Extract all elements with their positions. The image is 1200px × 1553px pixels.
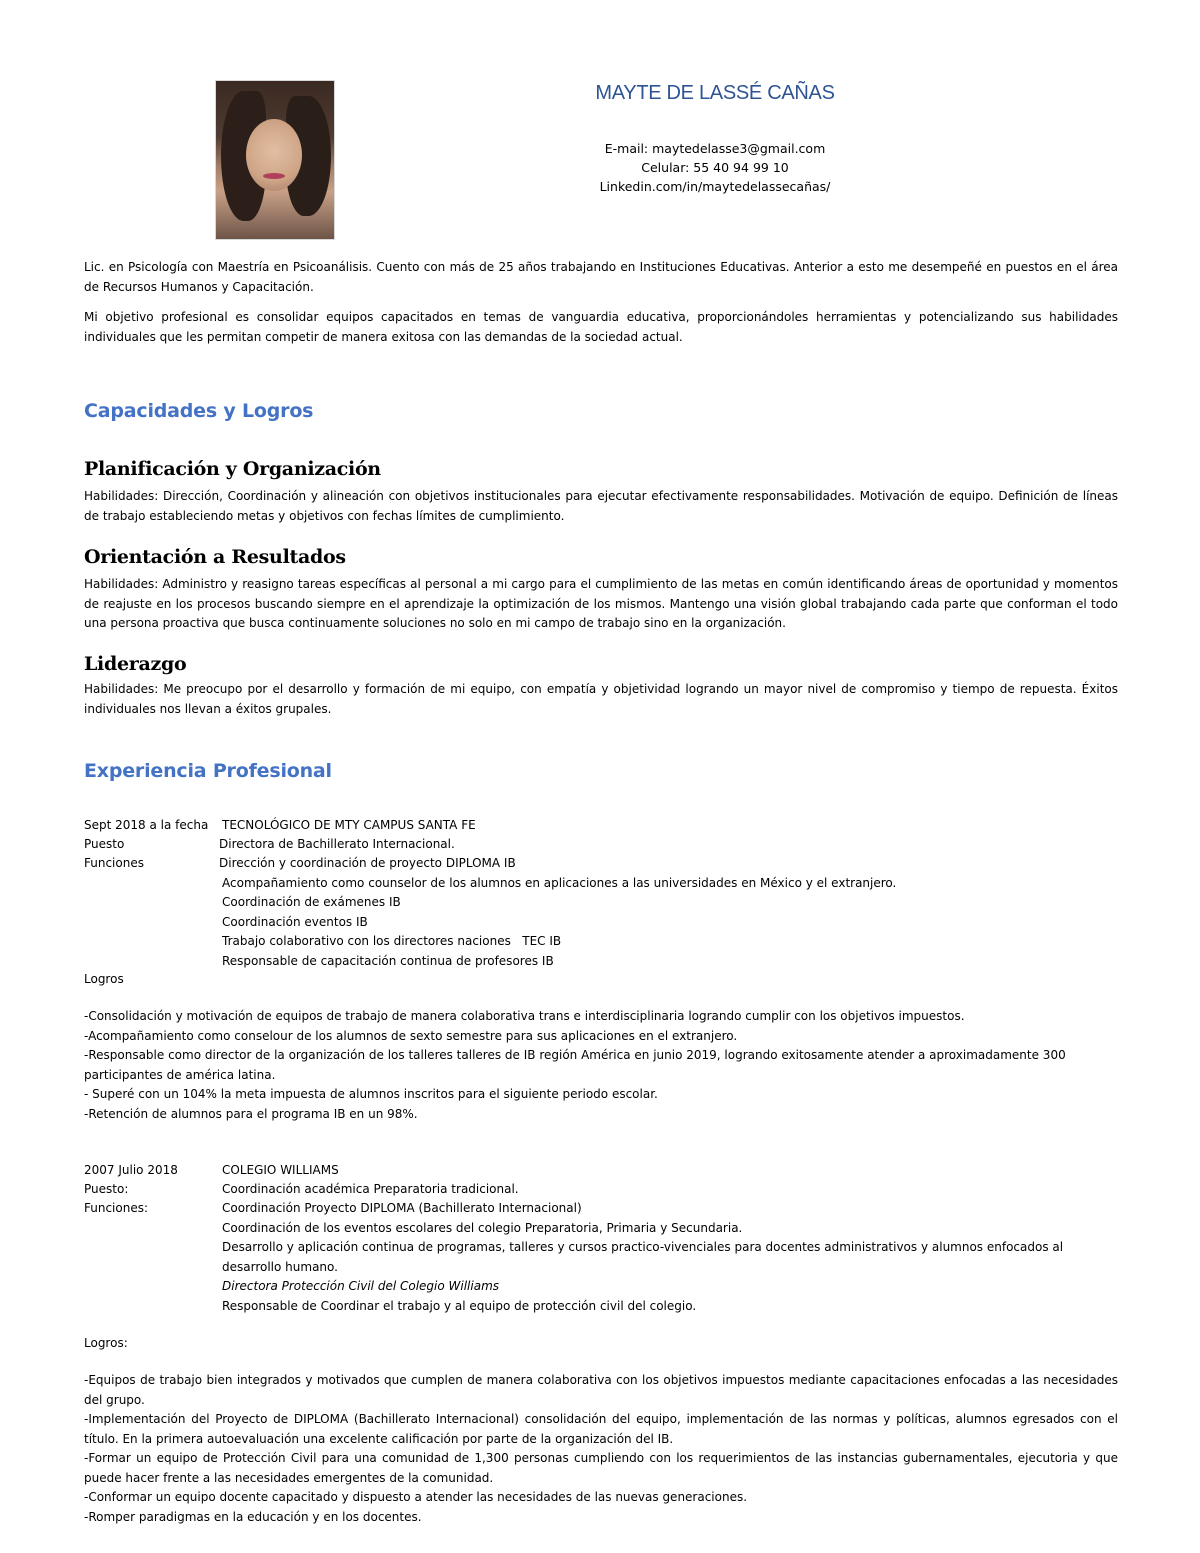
linkedin-text: Linkedin.com/in/maytedelassecañas/ [599, 179, 831, 194]
funcion-item: Acompañamiento como counselor de los alumnos en aplicaciones a las universidades en México y el extranjero. [222, 875, 897, 890]
funcion-item: Coordinación eventos IB [222, 914, 368, 929]
logro-item: -Responsable como director de la organización de los talleres talleres de IB región América en junio 2019, logrando exitosamente atender a aproximadamente 300 participantes de américa latina. [84, 1048, 1066, 1082]
logro-item: -Acompañamiento como conselour de los alumnos de sexto semestre para sus aplicaciones en el extranjero. [84, 1028, 738, 1043]
skill-heading: Liderazgo [84, 653, 187, 675]
funcion-item: Dirección y coordinación de proyecto DIPLOMA IB [219, 856, 516, 870]
skill-heading: Orientación a Resultados [84, 546, 346, 568]
job-date: Sept 2018 a la fecha [84, 818, 209, 832]
logro-item: -Conformar un equipo docente capacitado y dispuesto a atender las necesidades de las nuevas generaciones. [84, 1490, 748, 1504]
skill-description [84, 575, 1118, 634]
skill-label: Habilidades: [84, 489, 159, 503]
puesto-value: Coordinación académica Preparatoria tradicional. [222, 1182, 519, 1196]
skill-heading: Planificación y Organización [84, 458, 381, 480]
section-title-experiencia: Experiencia Profesional [84, 760, 332, 782]
funcion-item: Coordinación de exámenes IB [222, 895, 401, 909]
funcion-item: Desarrollo y aplicación continua de programas, talleres y cursos practico-vivenciales para docentes administrativos y alumnos enfocados al desarrollo humano. [222, 1240, 1064, 1274]
skill-text: Me preocupo por el desarrollo y formación de mi equipo, con empatía y objetividad logrando un mayor nivel de compromiso y tiempo de repuesta. Éxitos individuales nos llevan a éxitos grupales. [84, 682, 1118, 716]
phone-text: Celular: 55 40 94 99 10 [641, 160, 789, 175]
intro-paragraph-1: Lic. en Psicología con Maestría en Psicoanálisis. Cuento con más de 25 años trabajando en Instituciones Educativas. Anterior a esto me desempeñé en puestos en el área de Recursos Humanos y Capacitación. [84, 260, 1118, 294]
logro-item: -Romper paradigmas en la educación y en los docentes. [84, 1509, 422, 1524]
funcion-item: Coordinación de los eventos escolares del colegio Preparatoria, Primaria y Secundaria. [222, 1220, 743, 1235]
skill-label: Habilidades: [84, 577, 159, 591]
logros-list [84, 1371, 1118, 1527]
funcion-item: Responsable de Coordinar el trabajo y al equipo de protección civil del colegio. [222, 1298, 697, 1313]
job-company: TECNOLÓGICO DE MTY CAMPUS SANTA FE [222, 818, 476, 832]
logro-item: -Consolidación y motivación de equipos de trabajo de manera colaborativa trans e interdisciplinaria logrando cumplir con los objetivos impuestos. [84, 1009, 965, 1023]
skill-text: Dirección, Coordinación y alineación con objetivos institucionales para ejecutar efectivamente responsabilidades. Motivación de equipo. Definición de líneas de trabajo estableciendo metas y objetivos con fechas límites de cumplimiento. [84, 489, 1118, 523]
skill-description [84, 487, 1118, 526]
logro-item: -Formar un equipo de Protección Civil para una comunidad de 1,300 personas cumpliendo con los requerimientos de las instancias gubernamentales, ejecutoria y que puede hacer frente a las necesidades emergentes de la comunidad. [84, 1451, 1118, 1485]
logros-label: Logros: [84, 1336, 128, 1350]
section-title-capacidades: Capacidades y Logros [84, 400, 314, 422]
puesto-label: Puesto: [84, 1182, 129, 1196]
funciones-label: Funciones: [84, 1201, 149, 1215]
funciones-list [222, 1199, 1122, 1316]
funciones-label: Funciones [84, 856, 144, 870]
logro-item: -Retención de alumnos para el programa IB en un 98%. [84, 1106, 418, 1121]
intro-paragraph-2: Mi objetivo profesional es consolidar equipos capacitados en temas de vanguardia educativa, proporcionándoles herramientas y potencializando sus habilidades individuales que les permitan competir de manera exitosa con las demandas de la sociedad actual. [84, 310, 1118, 344]
skill-description [84, 680, 1118, 719]
funcion-item: Trabajo colaborativo con los directores naciones TEC IB [222, 934, 562, 948]
logro-item: -Implementación del Proyecto de DIPLOMA (Bachillerato Internacional) consolidación del equipo, implementación de las normas y políticas, alumnos egresados con el título. En la primera autoevaluación una excelente calificación por parte de la organización del IB. [84, 1412, 1118, 1446]
logro-item: -Equipos de trabajo bien integrados y motivados que cumplen de manera colaborativa con los objetivos impuestos mediante capacitaciones enfocadas a las necesidades del grupo. [84, 1373, 1118, 1407]
job-date: 2007 Julio 2018 [84, 1163, 178, 1177]
skill-text: Administro y reasigno tareas específicas al personal a mi cargo para el cumplimiento de las metas en común identificando áreas de oportunidad y momentos de reajuste en los procesos buscando siempre en el aprendizaje la optimización de los mismos. Mantengo una visión global trabajando cada parte que conforman el todo una persona proactiva que busca continuamente soluciones no solo en mi campo de trabajo sino en la organización. [84, 577, 1118, 630]
puesto-label: Puesto [84, 837, 125, 851]
email-text: E-mail: maytedelasse3@gmail.com [604, 141, 826, 156]
profile-photo [215, 80, 335, 240]
job-company: COLEGIO WILLIAMS [222, 1163, 339, 1177]
logros-label: Logros [84, 972, 124, 986]
logros-list [84, 1007, 1124, 1124]
candidate-name: MAYTE DE LASSÉ CAÑAS [595, 82, 835, 104]
skill-label: Habilidades: [84, 682, 159, 696]
contact-block [535, 139, 895, 196]
funcion-item: Responsable de capacitación continua de profesores IB [222, 953, 554, 968]
funciones-list [219, 854, 896, 971]
logro-item: - Superé con un 104% la meta impuesta de alumnos inscritos para el siguiente periodo escolar. [84, 1087, 658, 1101]
puesto-value: Directora de Bachillerato Internacional. [219, 837, 455, 851]
funcion-item: Coordinación Proyecto DIPLOMA (Bachillerato Internacional) [222, 1201, 582, 1215]
funcion-item-italic: Directora Protección Civil del Colegio Williams [222, 1279, 500, 1293]
